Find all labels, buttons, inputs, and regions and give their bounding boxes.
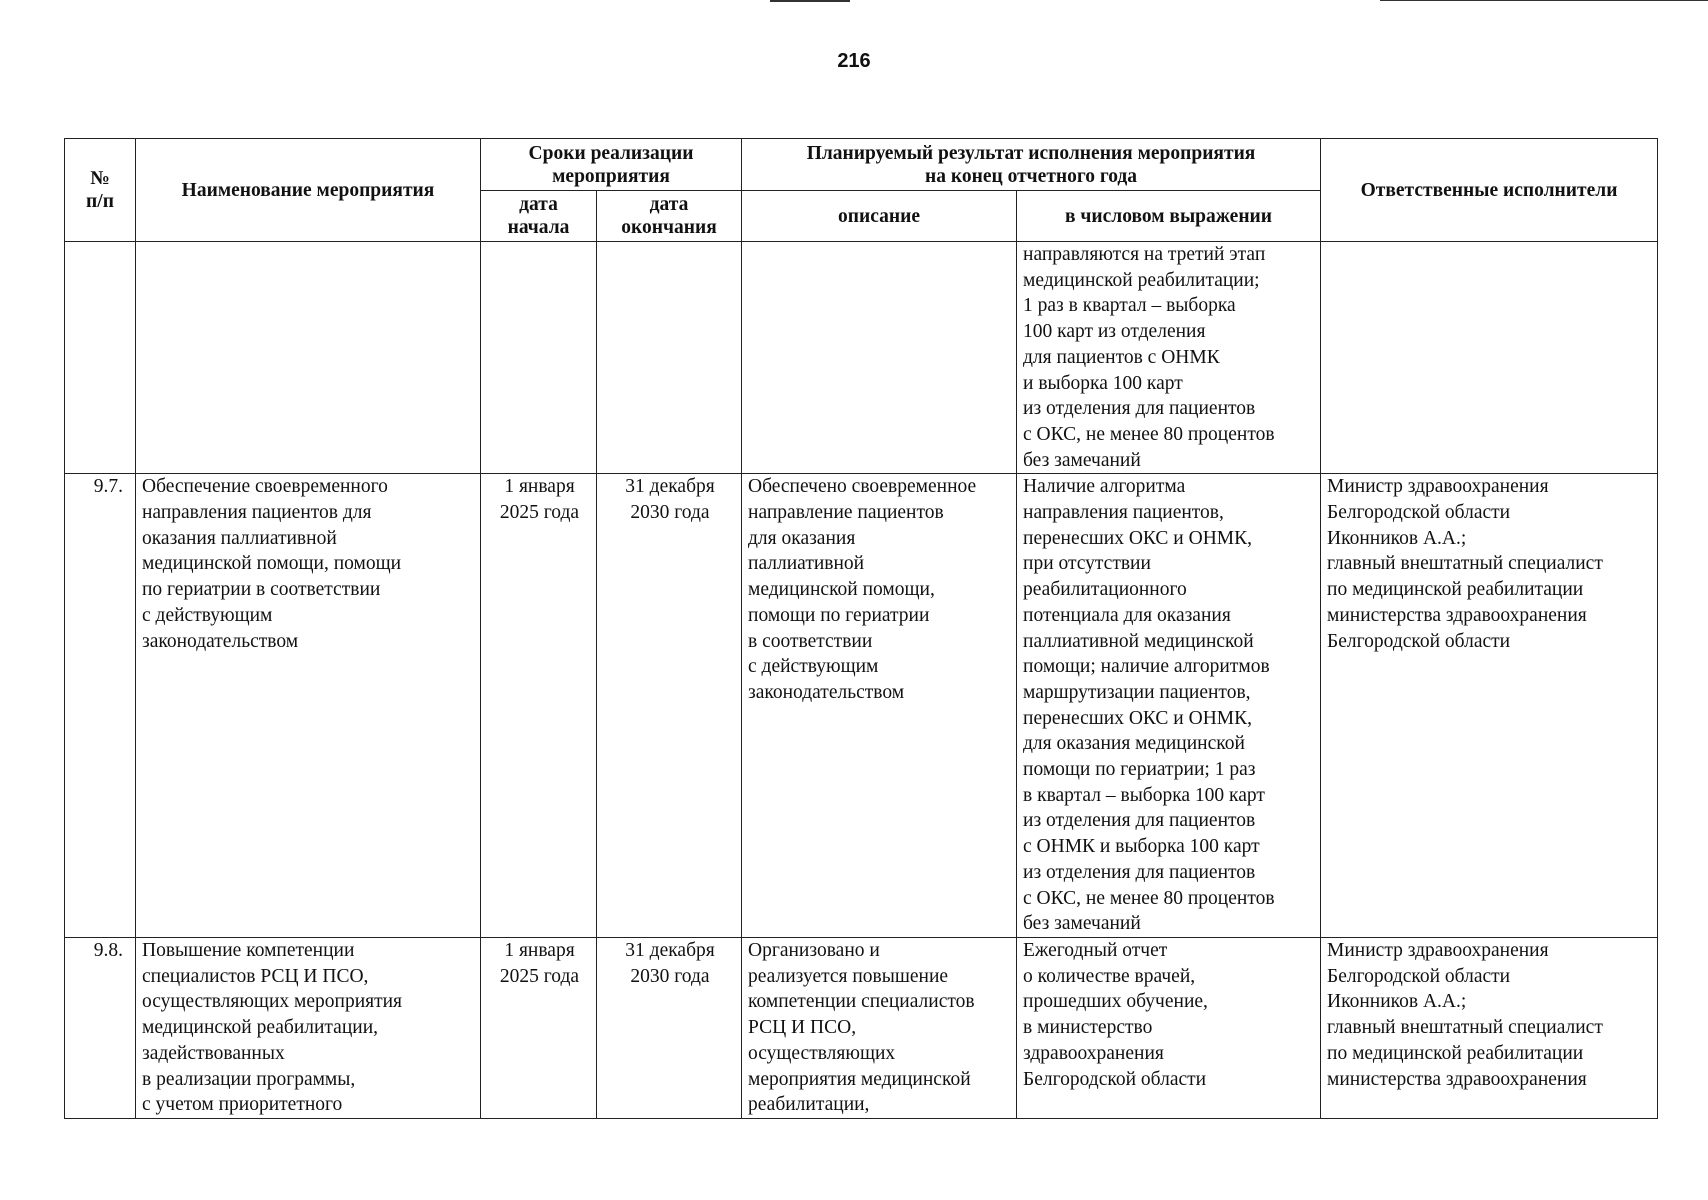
row-description: Обеспечено своевременное направление пациентов для оказания паллиативной медицинской помощи, помощи по гериатрии в соответствии с действующим законодательством [742,474,1017,938]
row-end-date: 31 декабря 2030 года [597,474,742,938]
plan-table [64,138,1658,1119]
row-end-date: 31 декабря 2030 года [597,937,742,1118]
table-row [65,474,1658,938]
row-name [136,242,481,474]
header-name: Наименование мероприятия [136,139,481,242]
row-number [65,242,136,474]
scan-artifact-line [1380,0,1708,1]
row-start-date [481,242,597,474]
row-number: 9.8. [65,937,136,1118]
row-name: Повышение компетенции специалистов РСЦ И ПСО, осуществляющих мероприятия медицинской реабилитации, задействованных в реализации программы, с учетом приоритетного [136,937,481,1118]
header-terms: Сроки реализации мероприятия [481,139,742,191]
scan-artifact-line [770,0,850,2]
header-numeric: в числовом выражении [1017,191,1321,242]
row-name: Обеспечение своевременного направления пациентов для оказания паллиативной медицинской помощи, помощи по гериатрии в соответствии с действующим законодательством [136,474,481,938]
header-planned-result: Планируемый результат исполнения мероприятия на конец отчетного года [742,139,1321,191]
row-start-date: 1 января 2025 года [481,937,597,1118]
header-start-date: дата начала [481,191,597,242]
row-start-date: 1 января 2025 года [481,474,597,938]
row-description [742,242,1017,474]
row-responsible: Министр здравоохранения Белгородской области Иконников А.А.; главный внештатный специалист по медицинской реабилитации министерства здравоохранения [1321,937,1658,1118]
table-row [65,937,1658,1118]
row-numeric: направляются на третий этап медицинской реабилитации; 1 раз в квартал – выборка 100 карт из отделения для пациентов с ОНМК и выборка 100 карт из отделения для пациентов с ОКС, не менее 80 процентов без замечаний [1017,242,1321,474]
row-end-date [597,242,742,474]
header-responsible: Ответственные исполнители [1321,139,1658,242]
row-numeric: Наличие алгоритма направления пациентов, перенесших ОКС и ОНМК, при отсутствии реабилитационного потенциала для оказания паллиативной медицинской помощи; наличие алгоритмов маршрутизации пациентов, перенесших ОКС и ОНМК, для оказания медицинской помощи по гериатрии; 1 раз в квартал – выборка 100 карт из отделения для пациентов с ОНМК и выборка 100 карт из отделения для пациентов с ОКС, не менее 80 процентов без замечаний [1017,474,1321,938]
row-description: Организовано и реализуется повышение компетенции специалистов РСЦ И ПСО, осуществляющих мероприятия медицинской реабилитации, [742,937,1017,1118]
table-row [65,242,1658,474]
row-responsible [1321,242,1658,474]
row-responsible: Министр здравоохранения Белгородской области Иконников А.А.; главный внештатный специалист по медицинской реабилитации министерства здравоохранения Белгородской области [1321,474,1658,938]
header-description: описание [742,191,1017,242]
row-number: 9.7. [65,474,136,938]
header-number: № п/п [65,139,136,242]
page-number: 216 [837,50,871,72]
header-end-date: дата окончания [597,191,742,242]
row-numeric: Ежегодный отчет о количестве врачей, прошедших обучение, в министерство здравоохранения Белгородской области [1017,937,1321,1118]
